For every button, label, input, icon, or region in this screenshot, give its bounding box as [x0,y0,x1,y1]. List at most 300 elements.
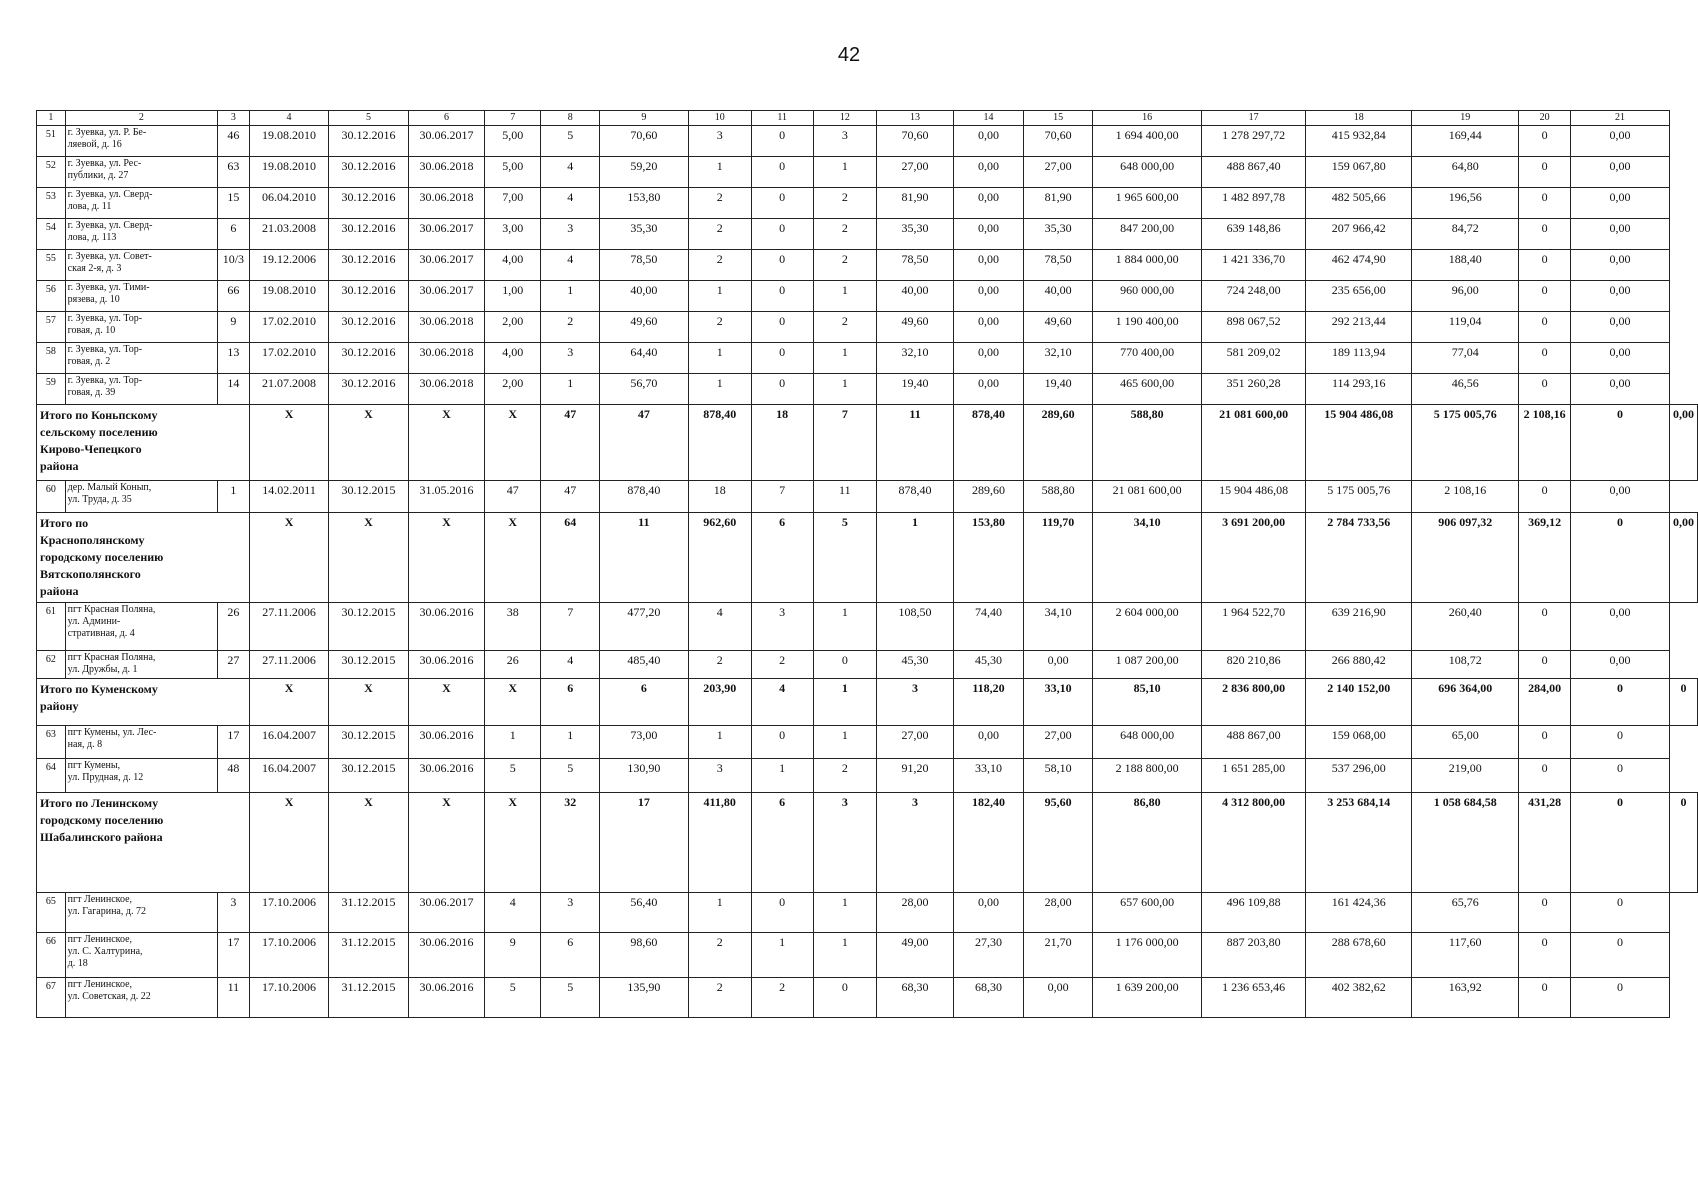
table-cell-col-15: 21,70 [1024,933,1093,978]
table-cell-col-20: 0 [1519,933,1571,978]
table-cell-col-6: 30.06.2016 [408,933,485,978]
table-cell-col-5: 30.12.2016 [329,374,408,405]
table-cell-col-16: 1 087 200,00 [1093,651,1202,679]
table-cell-col-8: 4 [541,651,600,679]
table-cell-col-21: 0 [1571,726,1670,759]
table-cell-col-9: 962,60 [688,513,751,603]
table-cell-col-20: 0 [1519,126,1571,157]
table-cell-col-19: 77,04 [1412,343,1519,374]
address-cell: пгт Ленинское, ул. С. Халтурина, д. 18 [65,933,217,978]
table-row [37,759,1698,793]
table-cell-col-6: 30.06.2017 [408,219,485,250]
table-cell-col-7: 5 [485,978,541,1018]
table-cell-col-8: 7 [541,603,600,651]
address-cell: г. Зуевка, ул. Совет- ская 2-я, д. 3 [65,250,217,281]
table-cell-col-5: 30.12.2016 [329,157,408,188]
table-cell-col-15: 49,60 [1024,312,1093,343]
table-cell-col-20: 0 [1571,679,1670,726]
table-cell-col-11: 0 [751,126,813,157]
table-cell-col-17: 3 253 684,14 [1306,793,1412,893]
table-cell-col-6: X [485,679,541,726]
column-number-18: 18 [1306,111,1412,126]
table-cell-col-14: 289,60 [953,481,1023,513]
table-cell-col-7: 26 [485,651,541,679]
table-cell-col-4: 16.04.2007 [249,759,328,793]
table-cell-col-21: 0 [1670,679,1698,726]
column-number-1: 1 [37,111,66,126]
table-cell-col-16: 2 188 800,00 [1093,759,1202,793]
table-row [37,481,1698,513]
table-cell-col-3: 26 [217,603,249,651]
table-cell-col-9: 485,40 [600,651,688,679]
row-number: 55 [37,250,66,281]
table-cell-col-20: 0 [1519,219,1571,250]
table-cell-col-10: 2 [688,188,751,219]
table-cell-col-8: 5 [541,978,600,1018]
table-cell-col-17: 1 421 336,70 [1202,250,1306,281]
table-cell-col-4: 19.12.2006 [249,250,328,281]
table-cell-col-19: 117,60 [1412,933,1519,978]
table-cell-col-9: 59,20 [600,157,688,188]
table-cell-col-20: 0 [1519,157,1571,188]
table-cell-col-17: 15 904 486,08 [1202,481,1306,513]
table-cell-col-19: 369,12 [1519,513,1571,603]
table-cell-col-3: X [249,513,328,603]
table-cell-col-13: 40,00 [877,281,954,312]
table-cell-col-21: 0,00 [1670,513,1698,603]
table-cell-col-11: 7 [813,405,877,481]
column-number-10: 10 [688,111,751,126]
table-cell-col-21: 0 [1571,978,1670,1018]
table-cell-col-21: 0,00 [1571,603,1670,651]
table-cell-col-5: 31.12.2015 [329,978,408,1018]
address-cell: г. Зуевка, ул. Сверд- лова, д. 11 [65,188,217,219]
row-number: 63 [37,726,66,759]
table-cell-col-10: 4 [751,679,813,726]
table-cell-col-5: X [408,405,485,481]
column-number-9: 9 [600,111,688,126]
table-cell-col-16: 3 691 200,00 [1202,513,1306,603]
table-cell-col-19: 108,72 [1412,651,1519,679]
table-cell-col-3: 66 [217,281,249,312]
table-cell-col-15: 70,60 [1024,126,1093,157]
table-cell-col-4: 16.04.2007 [249,726,328,759]
address-cell: пгт Кумены, ул. Лес- ная, д. 8 [65,726,217,759]
address-cell: пгт Красная Поляна, ул. Админи- стративная, д. 4 [65,603,217,651]
column-number-5: 5 [329,111,408,126]
subtotal-row [37,405,1698,481]
table-cell-col-5: 30.12.2016 [329,281,408,312]
table-cell-col-12: 0 [813,651,877,679]
column-number-14: 14 [953,111,1023,126]
table-cell-col-8: 6 [600,679,688,726]
table-cell-col-18: 159 067,80 [1306,157,1412,188]
address-cell: г. Зуевка, ул. Тор- говая, д. 39 [65,374,217,405]
column-number-2: 2 [65,111,217,126]
table-cell-col-10: 2 [688,312,751,343]
table-cell-col-20: 0 [1519,481,1571,513]
table-cell-col-8: 6 [541,933,600,978]
table-cell-col-14: 289,60 [1024,405,1093,481]
table-cell-col-3: X [249,679,328,726]
table-cell-col-11: 0 [751,343,813,374]
column-number-13: 13 [877,111,954,126]
table-cell-col-12: 2 [813,219,877,250]
row-number: 59 [37,374,66,405]
table-cell-col-16: 21 081 600,00 [1202,405,1306,481]
table-cell-col-12: 1 [813,374,877,405]
table-cell-col-21: 0,00 [1571,157,1670,188]
address-cell: г. Зуевка, ул. Сверд- лова, д. 113 [65,219,217,250]
table-cell-col-10: 2 [688,978,751,1018]
address-cell: г. Зуевка, ул. Рес- публики, д. 27 [65,157,217,188]
table-cell-col-13: 49,00 [877,933,954,978]
table-cell-col-3: 15 [217,188,249,219]
table-cell-col-3: X [249,405,328,481]
table-cell-col-5: X [408,513,485,603]
table-cell-col-11: 0 [751,219,813,250]
table-cell-col-16: 770 400,00 [1093,343,1202,374]
table-cell-col-21: 0,00 [1670,405,1698,481]
table-cell-col-13: 35,30 [877,219,954,250]
table-cell-col-19: 119,04 [1412,312,1519,343]
table-cell-col-7: 3,00 [485,219,541,250]
table-cell-col-17: 1 964 522,70 [1202,603,1306,651]
column-number-20: 20 [1519,111,1571,126]
table-cell-col-16: 465 600,00 [1093,374,1202,405]
table-cell-col-10: 1 [688,893,751,933]
address-cell: пгт Кумены, ул. Прудная, д. 12 [65,759,217,793]
address-cell: дер. Малый Конып, ул. Труда, д. 35 [65,481,217,513]
table-cell-col-13: 878,40 [953,405,1023,481]
table-cell-col-3: 48 [217,759,249,793]
table-cell-col-7: 4 [485,893,541,933]
row-number: 66 [37,933,66,978]
table-cell-col-8: 4 [541,157,600,188]
table-cell-col-10: 18 [688,481,751,513]
row-number: 56 [37,281,66,312]
table-cell-col-7: 2,00 [485,312,541,343]
table-cell-col-6: 30.06.2018 [408,312,485,343]
table-cell-col-12: 1 [813,933,877,978]
table-cell-col-15: 0,00 [1024,651,1093,679]
table-cell-col-17: 1 651 285,00 [1202,759,1306,793]
table-cell-col-14: 0,00 [953,893,1023,933]
table-cell-col-9: 56,70 [600,374,688,405]
table-cell-col-17: 1 236 653,46 [1202,978,1306,1018]
table-cell-col-16: 657 600,00 [1093,893,1202,933]
table-cell-col-12: 11 [877,405,954,481]
table-cell-col-18: 5 175 005,76 [1412,405,1519,481]
table-cell-col-19: 84,72 [1412,219,1519,250]
subtotal-label: Итого по Куменскому району [37,679,250,726]
table-cell-col-8: 4 [541,250,600,281]
table-cell-col-16: 648 000,00 [1093,157,1202,188]
table-cell-col-10: 2 [688,651,751,679]
table-cell-col-20: 0 [1519,250,1571,281]
table-cell-col-19: 46,56 [1412,374,1519,405]
table-cell-col-7: 5 [485,759,541,793]
table-cell-col-12: 1 [813,893,877,933]
table-cell-col-4: 17.10.2006 [249,893,328,933]
table-cell-col-19: 196,56 [1412,188,1519,219]
table-cell-col-7: 4,00 [485,343,541,374]
address-cell: г. Зуевка, ул. Тор- говая, д. 2 [65,343,217,374]
table-cell-col-17: 496 109,88 [1202,893,1306,933]
table-cell-col-6: 30.06.2016 [408,726,485,759]
table-cell-col-15: 27,00 [1024,726,1093,759]
table-cell-col-7: 47 [485,481,541,513]
table-cell-col-16: 2 604 000,00 [1093,603,1202,651]
table-cell-col-7: 47 [541,405,600,481]
table-cell-col-6: 30.06.2018 [408,343,485,374]
table-cell-col-8: 1 [541,281,600,312]
table-row [37,893,1698,933]
table-cell-col-13: 27,00 [877,157,954,188]
table-cell-col-17: 2 140 152,00 [1306,679,1412,726]
row-number: 64 [37,759,66,793]
table-cell-col-9: 130,90 [600,759,688,793]
table-cell-col-11: 3 [813,793,877,893]
address-cell: пгт Ленинское, ул. Советская, д. 22 [65,978,217,1018]
column-number-8: 8 [541,111,600,126]
table-cell-col-21: 0,00 [1571,374,1670,405]
table-cell-col-12: 1 [813,603,877,651]
table-cell-col-9: 56,40 [600,893,688,933]
table-cell-col-8: 5 [541,126,600,157]
table-cell-col-14: 68,30 [953,978,1023,1018]
table-cell-col-3: 3 [217,893,249,933]
table-cell-col-3: 17 [217,933,249,978]
table-cell-col-18: 288 678,60 [1306,933,1412,978]
table-cell-col-3: 17 [217,726,249,759]
table-cell-col-8: 11 [600,513,688,603]
table-cell-col-14: 0,00 [953,343,1023,374]
table-cell-col-17: 2 784 733,56 [1306,513,1412,603]
table-cell-col-4: X [329,405,408,481]
table-row [37,343,1698,374]
table-cell-col-8: 3 [541,343,600,374]
table-cell-col-19: 260,40 [1412,603,1519,651]
table-cell-col-5: 30.12.2016 [329,126,408,157]
table-cell-col-9: 135,90 [600,978,688,1018]
table-cell-col-3: 11 [217,978,249,1018]
table-cell-col-20: 0 [1519,188,1571,219]
table-cell-col-15: 86,80 [1093,793,1202,893]
table-cell-col-18: 639 216,90 [1306,603,1412,651]
table-cell-col-21: 0 [1571,893,1670,933]
table-cell-col-17: 15 904 486,08 [1306,405,1412,481]
table-cell-col-15: 40,00 [1024,281,1093,312]
table-cell-col-14: 0,00 [953,250,1023,281]
table-cell-col-5: 30.12.2015 [329,651,408,679]
row-number: 60 [37,481,66,513]
table-cell-col-19: 64,80 [1412,157,1519,188]
table-cell-col-3: 14 [217,374,249,405]
address-cell: г. Зуевка, ул. Тор- говая, д. 10 [65,312,217,343]
table-cell-col-20: 0 [1519,374,1571,405]
subtotal-label: Итого по Краснополянскому городскому поселению Вятскополянского района [37,513,250,603]
table-cell-col-18: 5 175 005,76 [1306,481,1412,513]
table-cell-col-20: 0 [1519,343,1571,374]
table-cell-col-21: 0,00 [1571,651,1670,679]
table-cell-col-9: 153,80 [600,188,688,219]
table-cell-col-14: 27,30 [953,933,1023,978]
table-cell-col-7: 38 [485,603,541,651]
table-row [37,281,1698,312]
table-cell-col-13: 81,90 [877,188,954,219]
table-cell-col-21: 0 [1571,933,1670,978]
column-number-12: 12 [813,111,877,126]
table-cell-col-15: 588,80 [1024,481,1093,513]
table-cell-col-6: 30.06.2017 [408,893,485,933]
table-cell-col-20: 0 [1519,603,1571,651]
row-number: 54 [37,219,66,250]
table-cell-col-7: 32 [541,793,600,893]
table-cell-col-6: 30.06.2016 [408,603,485,651]
table-cell-col-7: 64 [541,513,600,603]
row-number: 57 [37,312,66,343]
table-row [37,726,1698,759]
table-cell-col-9: 203,90 [688,679,751,726]
table-cell-col-11: 0 [751,893,813,933]
table-cell-col-21: 0,00 [1571,312,1670,343]
table-cell-col-8: 17 [600,793,688,893]
table-cell-col-5: X [408,679,485,726]
table-cell-col-14: 0,00 [953,188,1023,219]
table-cell-col-20: 0 [1519,759,1571,793]
table-cell-col-7: 6 [541,679,600,726]
table-cell-col-11: 1 [813,679,877,726]
table-cell-col-15: 35,30 [1024,219,1093,250]
table-cell-col-9: 73,00 [600,726,688,759]
table-cell-col-14: 74,40 [953,603,1023,651]
table-cell-col-13: 68,30 [877,978,954,1018]
column-number-6: 6 [408,111,485,126]
table-cell-col-3: 13 [217,343,249,374]
table-cell-col-17: 820 210,86 [1202,651,1306,679]
row-number: 62 [37,651,66,679]
table-cell-col-4: 17.10.2006 [249,978,328,1018]
table-cell-col-18: 462 474,90 [1306,250,1412,281]
table-cell-col-20: 0 [1571,513,1670,603]
table-cell-col-3: 46 [217,126,249,157]
table-cell-col-6: 30.06.2017 [408,250,485,281]
table-cell-col-18: 207 966,42 [1306,219,1412,250]
table-cell-col-10: 4 [688,603,751,651]
table-cell-col-21: 0,00 [1571,343,1670,374]
table-cell-col-19: 284,00 [1519,679,1571,726]
table-row [37,250,1698,281]
table-cell-col-12: 2 [813,312,877,343]
table-cell-col-13: 70,60 [877,126,954,157]
table-cell-col-3: 1 [217,481,249,513]
table-cell-col-17: 1 278 297,72 [1202,126,1306,157]
address-cell: г. Зуевка, ул. Р. Бе- ляевой, д. 16 [65,126,217,157]
table-cell-col-19: 65,76 [1412,893,1519,933]
table-cell-col-21: 0,00 [1571,219,1670,250]
table-cell-col-10: 2 [688,933,751,978]
table-cell-col-12: 2 [813,250,877,281]
table-cell-col-17: 639 148,86 [1202,219,1306,250]
table-cell-col-5: 31.12.2015 [329,933,408,978]
table-cell-col-5: 30.12.2016 [329,250,408,281]
table-cell-col-14: 0,00 [953,157,1023,188]
table-cell-col-9: 40,00 [600,281,688,312]
table-cell-col-12: 1 [877,513,954,603]
table-cell-col-5: 30.12.2016 [329,312,408,343]
table-cell-col-12: 11 [813,481,877,513]
table-cell-col-6: X [485,405,541,481]
table-cell-col-15: 78,50 [1024,250,1093,281]
row-number: 67 [37,978,66,1018]
table-cell-col-21: 0,00 [1571,126,1670,157]
column-number-16: 16 [1093,111,1202,126]
table-cell-col-16: 21 081 600,00 [1093,481,1202,513]
table-cell-col-4: 17.10.2006 [249,933,328,978]
table-cell-col-6: 30.06.2017 [408,281,485,312]
table-cell-col-16: 2 836 800,00 [1202,679,1306,726]
table-cell-col-11: 3 [751,603,813,651]
table-cell-col-4: 19.08.2010 [249,126,328,157]
table-cell-col-13: 118,20 [953,679,1023,726]
table-cell-col-12: 3 [813,126,877,157]
column-number-15: 15 [1024,111,1093,126]
table-cell-col-14: 33,10 [1024,679,1093,726]
table-cell-col-5: 31.12.2015 [329,893,408,933]
row-number: 65 [37,893,66,933]
table-cell-col-11: 0 [751,726,813,759]
table-cell-col-7: 1 [485,726,541,759]
table-cell-col-18: 402 382,62 [1306,978,1412,1018]
table-cell-col-9: 49,60 [600,312,688,343]
subtotal-row [37,513,1698,603]
table-cell-col-20: 0 [1519,978,1571,1018]
table-cell-col-21: 0 [1571,759,1670,793]
table-cell-col-11: 7 [751,481,813,513]
table-cell-col-15: 0,00 [1024,978,1093,1018]
table-cell-col-19: 169,44 [1412,126,1519,157]
table-cell-col-20: 0 [1571,405,1670,481]
column-number-11: 11 [751,111,813,126]
table-cell-col-11: 0 [751,157,813,188]
table-cell-col-12: 1 [813,343,877,374]
table-cell-col-13: 91,20 [877,759,954,793]
table-cell-col-17: 887 203,80 [1202,933,1306,978]
table-cell-col-13: 78,50 [877,250,954,281]
table-cell-col-18: 161 424,36 [1306,893,1412,933]
table-cell-col-11: 2 [751,978,813,1018]
table-cell-col-8: 5 [541,759,600,793]
table-cell-col-15: 32,10 [1024,343,1093,374]
table-cell-col-14: 33,10 [953,759,1023,793]
table-cell-col-13: 153,80 [953,513,1023,603]
table-cell-col-12: 0 [813,978,877,1018]
table-cell-col-11: 0 [751,250,813,281]
table-cell-col-15: 34,10 [1024,603,1093,651]
table-cell-col-5: X [408,793,485,893]
table-cell-col-8: 1 [541,374,600,405]
table-cell-col-11: 0 [751,188,813,219]
table-cell-col-4: 17.02.2010 [249,343,328,374]
table-cell-col-20: 0 [1571,793,1670,893]
table-cell-col-10: 1 [688,726,751,759]
table-cell-col-19: 2 108,16 [1519,405,1571,481]
column-number-3: 3 [217,111,249,126]
table-cell-col-16: 648 000,00 [1093,726,1202,759]
table-cell-col-19: 188,40 [1412,250,1519,281]
row-number: 61 [37,603,66,651]
